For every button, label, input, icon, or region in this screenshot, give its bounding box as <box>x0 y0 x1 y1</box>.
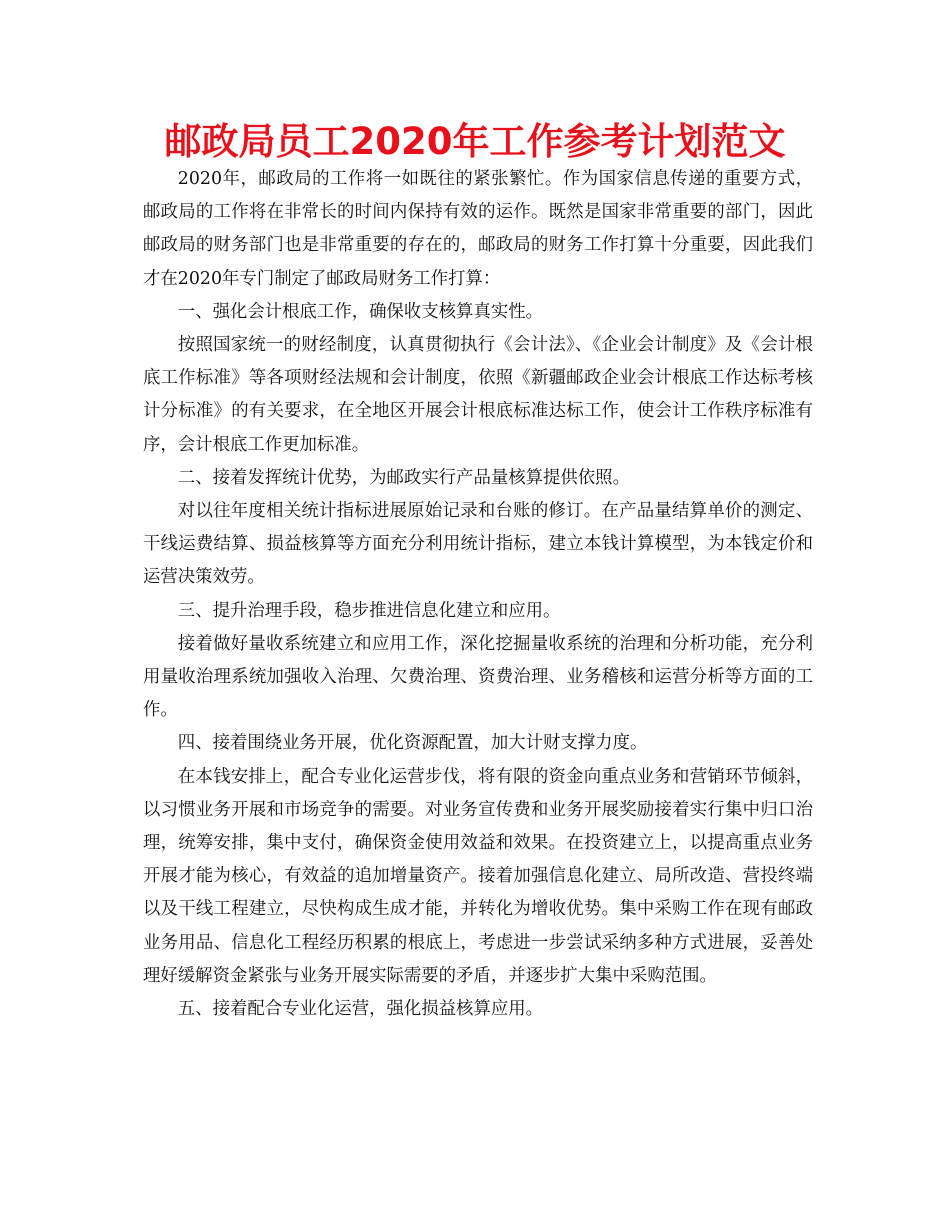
paragraph-section-2: 对以往年度相关统计指标进展原始记录和台账的修订。在产品量结算单价的测定、干线运费结算、损益核算等方面充分利用统计指标，建立本钱计算模型，为本钱定价和运营决策效劳。 <box>143 501 813 588</box>
section-heading-1: 一、强化会计根底工作，确保收支核算真实性。 <box>177 301 544 322</box>
paragraph-section-3: 接着做好量收系统建立和应用工作，深化挖掘量收系统的治理和分析功能，充分利用量收治理系统加强收入治理、欠费治理、资费治理、业务稽核和运营分析等方面的工作。 <box>143 633 813 721</box>
document-body <box>143 163 813 1026</box>
section-heading-3: 三、提升治理手段，稳步推进信息化建立和应用。 <box>177 600 561 621</box>
paragraph-intro: 2020年，邮政局的工作将一如既往的紧张繁忙。作为国家信息传递的重要方式，邮政局的工作将在非常长的时间内保持有效的运作。既然是国家非常重要的部门，因此邮政局的财务部门也是非常重要的存在的，邮政局的财务工作打算十分重要，因此我们才在2020年专门制定了邮政局财务工作打算： <box>143 169 813 289</box>
paragraph-section-4: 在本钱安排上，配合专业化运营步伐，将有限的资金向重点业务和营销环节倾斜，以习惯业务开展和市场竞争的需要。对业务宣传费和业务开展奖励接着实行集中归口治理，统筹安排，集中支付，确保资金使用效益和效果。在投资建立上，以提高重点业务开展才能为核心，有效益的追加增量资产。接着加强信息化建立、局所改造、营投终端以及干线工程建立，尽快构成生成才能，并转化为增收优势。集中采购工作在现有邮政业务用品、信息化工程经历积累的根底上，考虑进一步尝试采纳多种方式进展，妥善处理好缓解资金紧张与业务开展实际需要的矛盾，并逐步扩大集中采购范围。 <box>143 766 813 986</box>
section-heading-5: 五、接着配合专业化运营，强化损益核算应用。 <box>177 999 544 1020</box>
section-heading-4: 四、接着围绕业务开展，优化资源配置，加大计财支撑力度。 <box>177 733 648 754</box>
paragraph-section-1: 按照国家统一的财经制度，认真贯彻执行《会计法》、《企业会计制度》及《会计根底工作标准》等各项财经法规和会计制度，依照《新疆邮政企业会计根底工作达标考核计分标准》的有关要求，在全地区开展会计根底标准达标工作，使会计工作秩序标准有序，会计根底工作更加标准。 <box>143 335 813 455</box>
document-title: 邮政局员工2020年工作参考计划范文 <box>164 120 786 163</box>
section-heading-2: 二、接着发挥统计优势，为邮政实行产品量核算提供依照。 <box>177 467 630 488</box>
